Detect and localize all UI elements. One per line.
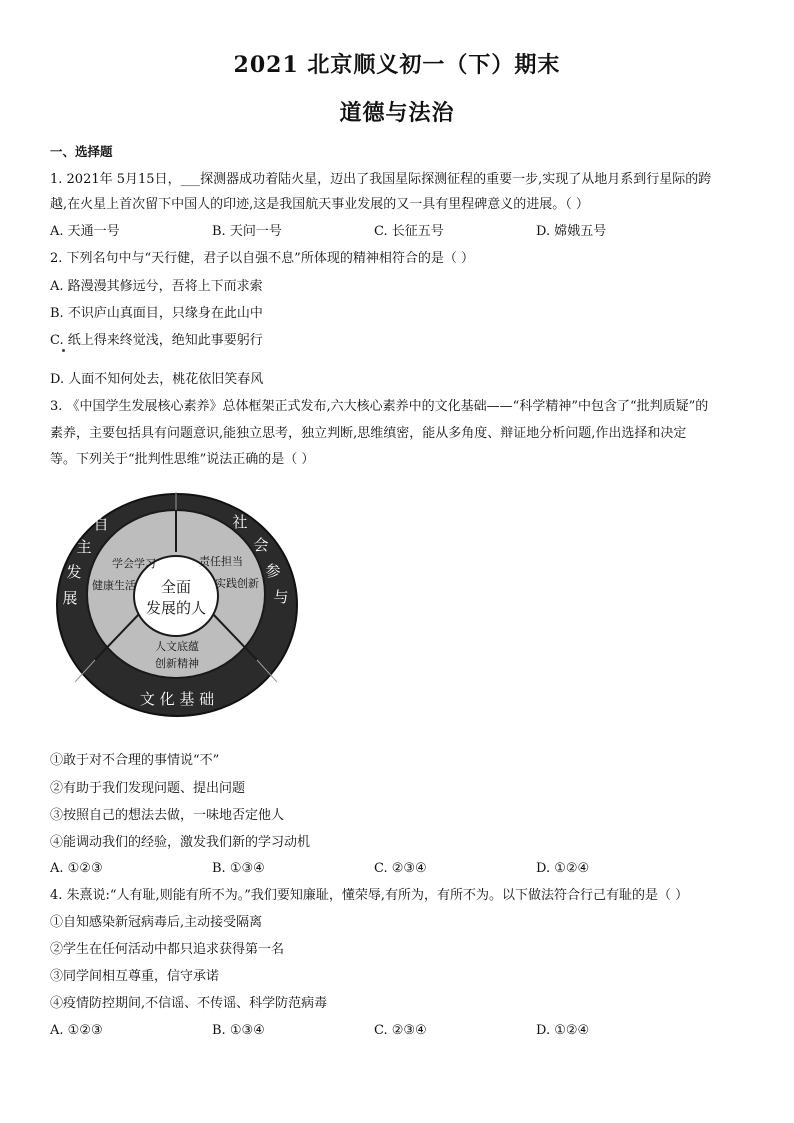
outer-left-char-2: 主 bbox=[76, 538, 92, 556]
page-title: 2021 北京顺义初一（下）期末 bbox=[233, 52, 561, 78]
question-4-text: 4. 朱熹说:“人有耻,则能有所不为。”我们要知廉耻，懂荣辱,有所为，有所不为。以下做法符合行己有耻的是（ ） bbox=[50, 888, 689, 903]
q4-statement-1: ①自知感染新冠病毒后,主动接受隔离 bbox=[50, 915, 263, 930]
center-label-2: 发展的人 bbox=[145, 599, 207, 617]
q3-option-a: A. ①②③ bbox=[50, 861, 103, 876]
bottom-sector-label-2: 创新精神 bbox=[155, 657, 199, 670]
outer-right-char-1: 社 bbox=[232, 513, 248, 531]
q2-option-a: A. 路漫漫其修远兮，吾将上下而求索 bbox=[50, 279, 263, 294]
q3-statement-4: ④能调动我们的经验，激发我们新的学习动机 bbox=[50, 835, 311, 850]
outer-bottom-label: 文 化 基 础 bbox=[139, 690, 215, 708]
q3-statement-3: ③按照自己的想法去做，一味地否定他人 bbox=[50, 808, 285, 823]
right-sector-label-1: 责任担当 bbox=[199, 555, 243, 568]
q4-statement-2: ②学生在任何活动中都只追求获得第一名 bbox=[50, 942, 285, 957]
page-subtitle: 道德与法治 bbox=[339, 100, 455, 126]
outer-right-char-4: 与 bbox=[273, 588, 289, 606]
center-label-1: 全面 bbox=[160, 578, 192, 596]
q4-statement-4: ④疫情防控期间,不信谣、不传谣、科学防范病毒 bbox=[50, 996, 328, 1011]
q3-option-d: D. ①②④ bbox=[536, 861, 590, 876]
question-3-text-end: 等。下列关于“批判性思维”说法正确的是（ ） bbox=[50, 452, 315, 467]
q4-option-c: C. ②③④ bbox=[374, 1023, 427, 1038]
q1-option-d: D. 嫦娥五号 bbox=[536, 224, 607, 239]
q1-option-b: B. 天问一号 bbox=[212, 224, 282, 239]
q2-option-b: B. 不识庐山真面目，只缘身在此山中 bbox=[50, 306, 263, 321]
q4-statement-3: ③同学间相互尊重，信守承诺 bbox=[50, 969, 220, 984]
outer-right-char-2: 会 bbox=[253, 536, 269, 554]
question-1-text: 1. 2021年 5月15日，___探测器成功着陆火星，迈出了我国星际探测征程的重要一步,实现了从地月系到行星际的跨 bbox=[50, 172, 712, 187]
left-sector-label-2: 健康生活 bbox=[92, 579, 136, 592]
question-3-text: 3. 《中国学生发展核心素养》总体框架正式发布,六大核心素养中的文化基础——“科学精神”中包含了“批判质疑”的 bbox=[50, 399, 709, 414]
q4-option-d: D. ①②④ bbox=[536, 1023, 590, 1038]
left-sector-label-1: 学会学习 bbox=[112, 557, 156, 570]
question-3-text-cont: 素养，主要包括具有问题意识,能独立思考，独立判断,思维缜密，能从多角度、辩证地分析问题,作出选择和决定 bbox=[50, 426, 687, 441]
q3-option-b: B. ①③④ bbox=[212, 861, 265, 876]
outer-right-char-3: 参 bbox=[265, 562, 281, 580]
q3-option-c: C. ②③④ bbox=[374, 861, 427, 876]
bottom-sector-label-1: 人文底蕴 bbox=[155, 640, 199, 653]
q4-option-b: B. ①③④ bbox=[212, 1023, 265, 1038]
outer-left-char-3: 发 bbox=[66, 563, 82, 581]
q1-option-a: A. 天通一号 bbox=[50, 224, 120, 239]
section-heading: 一、选择题 bbox=[50, 144, 113, 159]
q2-option-c: C. 纸上得来终觉浅，绝知此事要躬行 bbox=[50, 333, 263, 348]
q2-option-d: D. 人面不知何处去，桃花依旧笑春风 bbox=[50, 372, 264, 387]
q3-statement-2: ②有助于我们发现问题、提出问题 bbox=[50, 781, 246, 796]
question-1-text-cont: 越,在火星上首次留下中国人的印迹,这是我国航天事业发展的又一具有里程碑意义的进展。（ ） bbox=[50, 197, 589, 212]
q4-option-a: A. ①②③ bbox=[50, 1023, 103, 1038]
outer-left-char-4: 展 bbox=[62, 589, 78, 607]
core-literacy-diagram bbox=[55, 492, 299, 718]
outer-left-char-1: 自 bbox=[93, 515, 109, 533]
q3-statement-1: ①敢于对不合理的事情说“不” bbox=[50, 753, 220, 768]
right-sector-label-2: 实践创新 bbox=[215, 577, 259, 590]
question-2-text: 2. 下列名句中与“天行健，君子以自强不息”所体现的精神相符合的是（ ） bbox=[50, 251, 474, 266]
q1-option-c: C. 长征五号 bbox=[374, 224, 444, 239]
stray-mark bbox=[62, 349, 65, 352]
